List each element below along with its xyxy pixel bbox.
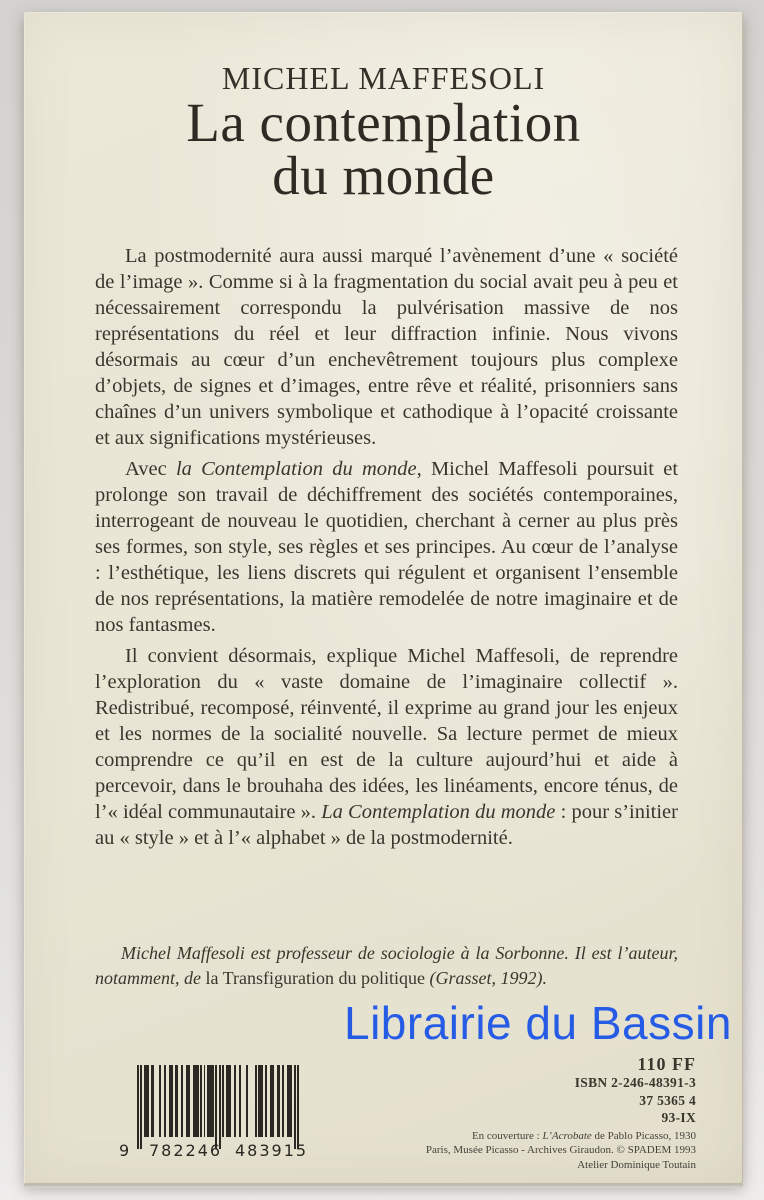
bookseller-stamp: Librairie du Bassin — [344, 997, 732, 1049]
publisher-code: 37 5365 4 — [639, 1092, 696, 1108]
price-label: 110 FF — [637, 1054, 696, 1074]
edition-code: 93-IX — [661, 1110, 696, 1125]
book-title — [24, 92, 743, 206]
author-name: MICHEL MAFFESOLI — [221, 60, 546, 96]
ean-digits-right: 483915 — [235, 1141, 309, 1160]
author-bio: Michel Maffesoli est professeur de sociologie à la Sorbonne. Il est l’auteur, notamment, de la Transfiguration du politique (Grasset, 1992). — [95, 943, 678, 988]
isbn-number: ISBN 2-246-48391-3 — [574, 1075, 696, 1090]
blurb-paragraph-3: Il convient désormais, explique Michel Maffesoli, de reprendre l’exploration du « vaste domaine de l’imaginaire collectif ». Redistribué, recomposé, réinventé, il exprime au grand jour les enjeux et les normes de la socialité nouvelle. Sa lecture permet de mieux comprendre ce qu’il en est de la culture aujourd’hui et aide à percevoir, dans le brouhaha des idées, les linéaments, encore ténus, de l’« idéal communautaire ». La Contemplation du monde : pour s’initier au « style » et à l’« alphabet » de la postmodernité. — [95, 645, 678, 849]
ean-digit-first: 9 — [119, 1141, 130, 1160]
credit-line-artwork: En couverture : L’Acrobate de Pablo Picasso, 1930 — [471, 1129, 696, 1142]
blurb-text — [95, 243, 678, 856]
price-isbn-block — [426, 1054, 696, 1172]
ean-digits — [113, 1141, 323, 1163]
ean-bars — [137, 1065, 299, 1149]
credit-line-museum: Paris, Musée Picasso - Archives Giraudon. © SPADEM 1993 — [425, 1144, 696, 1156]
blurb-paragraph-1: La postmodernité aura aussi marqué l’avènement d’une « société de l’image ». Comme si à la fragmentation du social avait peu à peu et nécessairement correspondu la pulvérisation massive de nos représentations du réel et leur diffraction infinie. Nous vivons désormais au cœur d’un enchevêtrement toujours plus complexe d’objets, de signes et d’images, entre rêve et réalité, prisonniers sans chaînes d’un univers symbolique et cathodique à l’opacité croissante et aux significations mystérieuses. — [95, 245, 678, 449]
book-back-cover — [24, 12, 743, 1184]
book-title-line1: La contemplation — [186, 92, 581, 153]
book-bottom-edge — [24, 1184, 743, 1188]
credit-line-atelier: Atelier Dominique Toutain — [577, 1158, 696, 1171]
ean-barcode — [113, 1065, 323, 1175]
isbn-block — [426, 1074, 696, 1127]
cover-credits — [426, 1129, 696, 1173]
book-title-line2: du monde — [272, 145, 495, 206]
ean-digits-left: 782246 — [149, 1141, 223, 1160]
blurb-paragraph-2: Avec la Contemplation du monde, Michel Maffesoli poursuit et prolonge son travail de déchiffrement des sociétés contemporaines, interrogeant de nouveau le quotidien, cherchant à cerner au plus près ses formes, son style, ses règles et ses principes. Au cœur de l’analyse : l’esthétique, les liens discrets qui régulent et organisent l’ensemble de nos représentations, la matière remodelée de notre imaginaire et de nos fantasmes. — [95, 458, 679, 636]
